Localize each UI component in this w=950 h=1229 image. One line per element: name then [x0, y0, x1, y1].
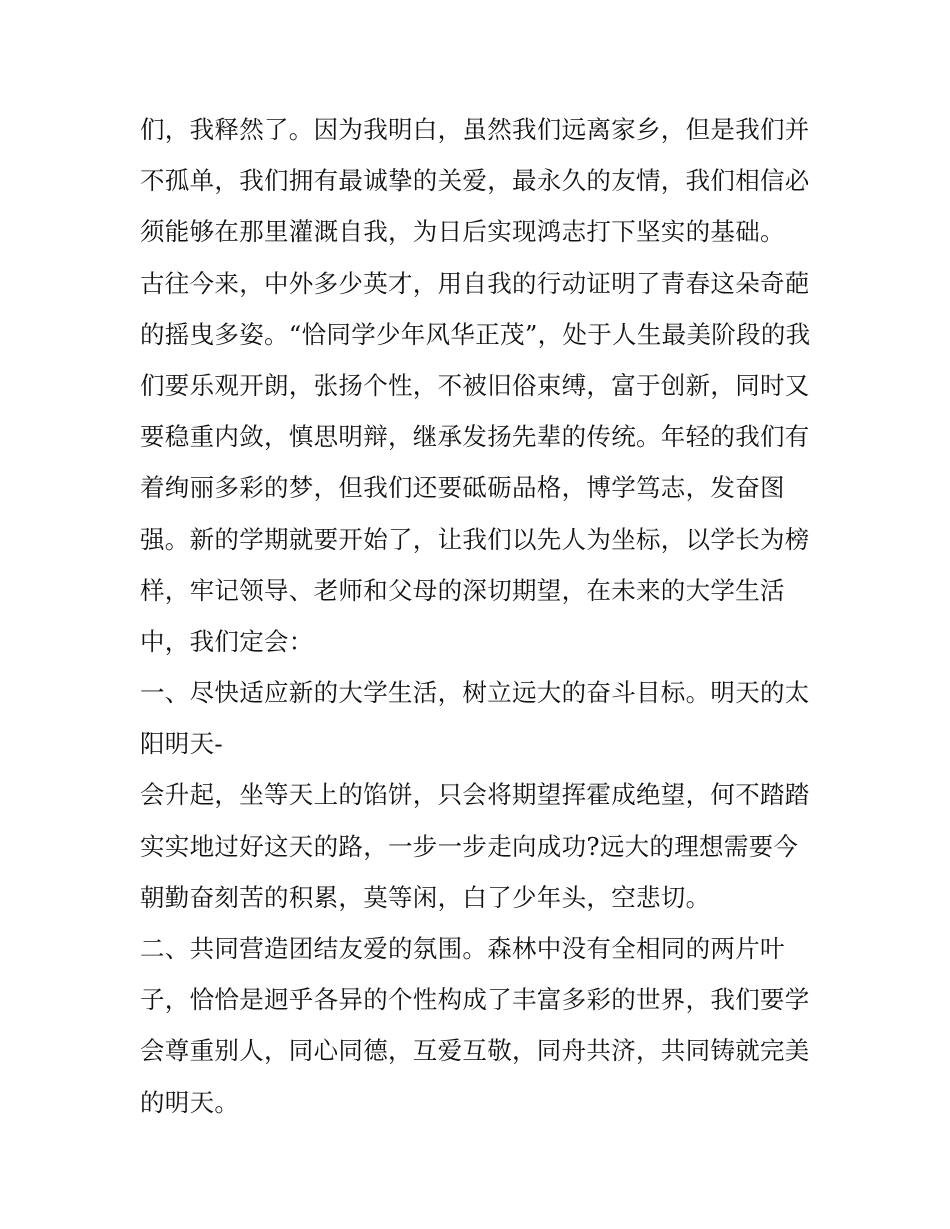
text-line: 的明天。 — [140, 1087, 240, 1117]
text-line: 样，牢记领导、老师和父母的深切期望，在未来的大学生活 — [140, 575, 785, 605]
text-line: 着绚丽多彩的梦，但我们还要砥砺品格，博学笃志，发奋图 — [140, 473, 785, 503]
text-line: 们，我释然了。因为我明白，虽然我们远离家乡，但是我们并 — [140, 115, 810, 144]
text-line: 强。新的学期就要开始了，让我们以先人为坐标，以学长为榜 — [140, 524, 810, 554]
text-line: 须能够在那里灌溉自我，为日后实现鸿志打下坚实的基础。 — [140, 217, 785, 247]
text-line: 们要乐观开朗，张扬个性，不被旧俗束缚，富于创新，同时又 — [140, 370, 810, 400]
text-line: 子，恰恰是迥乎各异的个性构成了丰富多彩的世界，我们要学 — [140, 985, 810, 1015]
text-line: 古往今来，中外多少英才，用自我的行动证明了青春这朵奇葩 — [140, 268, 810, 298]
text-line: 阳明天- — [140, 729, 223, 759]
text-line: 要稳重内敛，慎思明辩，继承发扬先辈的传统。年轻的我们有 — [140, 422, 810, 452]
text-line: 会尊重别人，同心同德，互爱互敬，同舟共济，共同铸就完美 — [140, 1036, 810, 1066]
text-line: 一、尽快适应新的大学生活，树立远大的奋斗目标。明天的太 — [140, 678, 810, 708]
document-body-text — [140, 104, 820, 1128]
text-line: 实实地过好这天的路，一步一步走向成功?远大的理想需要今 — [140, 831, 799, 861]
text-line: 不孤单，我们拥有最诚挚的关爱，最永久的友情，我们相信必 — [140, 166, 810, 196]
text-line: 朝勤奋刻苦的积累，莫等闲，白了少年头，空悲切。 — [140, 882, 711, 912]
text-line: 中，我们定会： — [140, 626, 314, 656]
text-line: 二、共同营造团结友爱的氛围。森林中没有全相同的两片叶 — [140, 934, 785, 963]
text-line: 的摇曳多姿。“恰同学少年风华正茂”，处于人生最美阶段的我 — [140, 319, 811, 349]
text-line: 会升起，坐等天上的馅饼，只会将期望挥霍成绝望，何不踏踏 — [140, 780, 810, 810]
